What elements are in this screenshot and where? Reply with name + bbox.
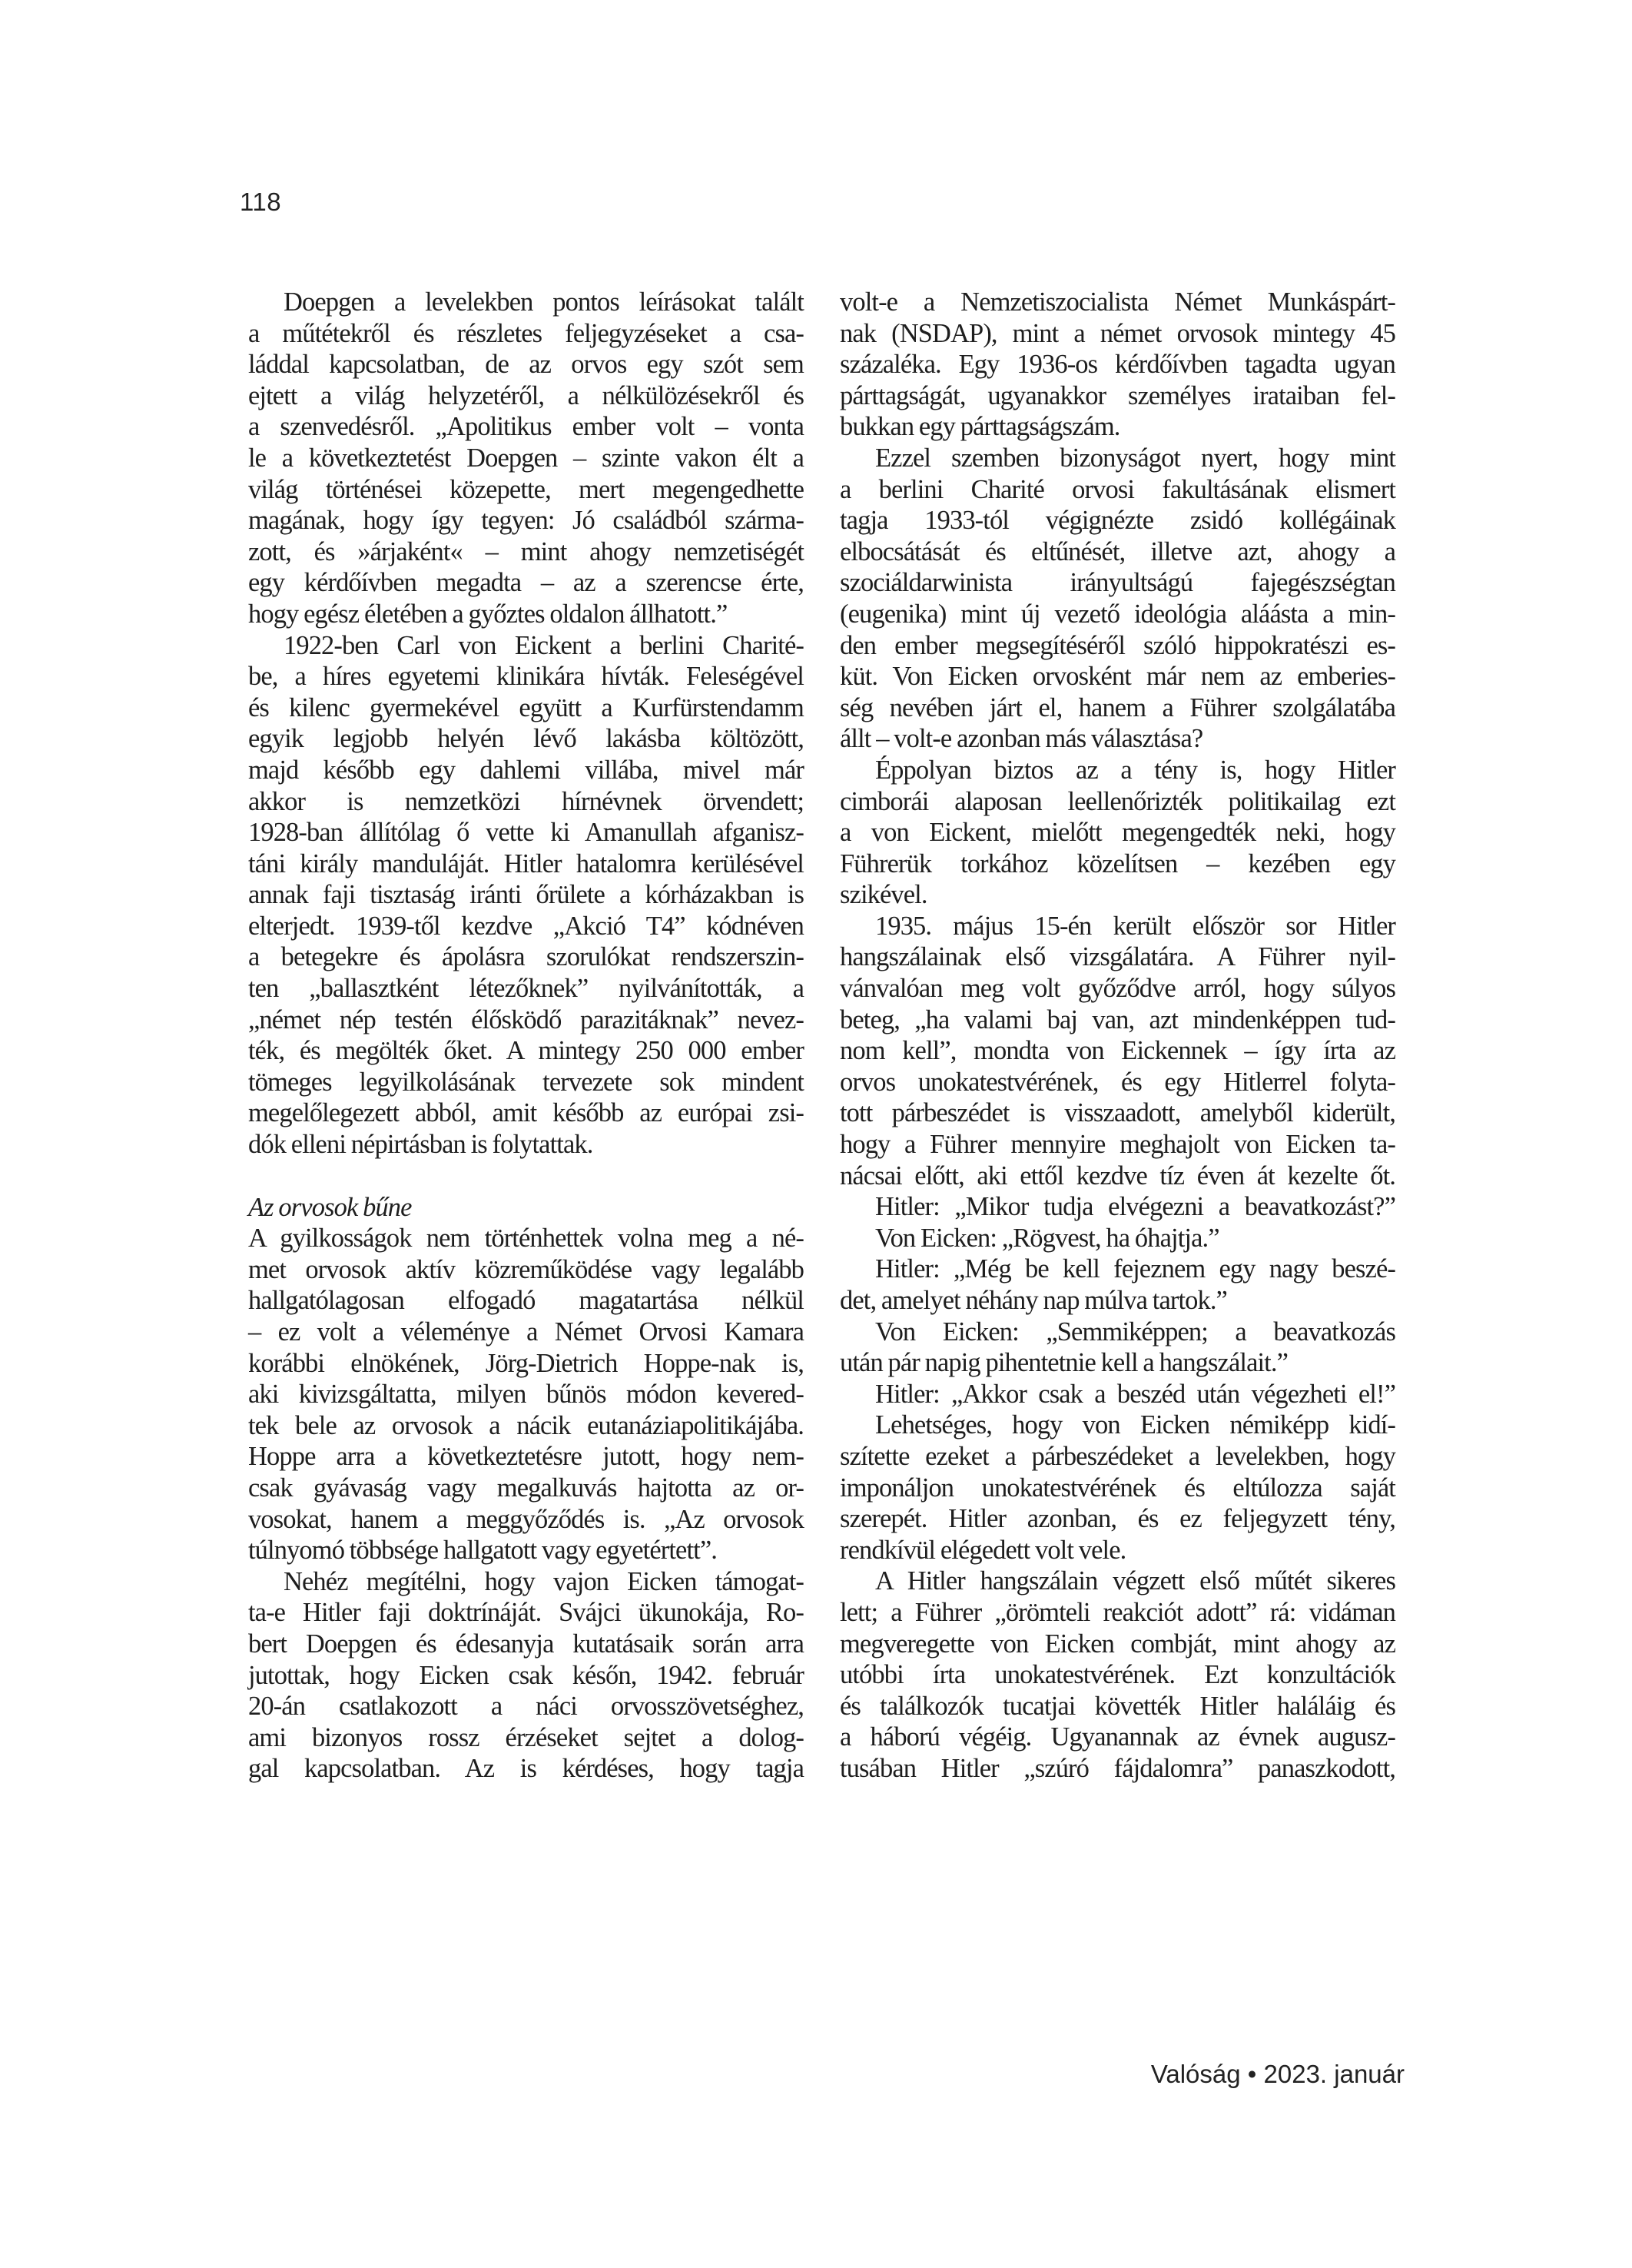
text-line: megveregette von Eicken combját, mint ahogy az: [840, 1629, 1395, 1659]
text-line: – ez volt a véleménye a Német Orvosi Kamara: [248, 1317, 804, 1347]
text-line: Führerük torkához közelítsen – kezében egy: [840, 848, 1395, 878]
text-line: dók elleni népirtásban is folytattak.: [248, 1130, 593, 1160]
text-line: majd később egy dahlemi villába, mivel már: [248, 755, 804, 785]
text-line: láddal kapcsolatban, de az orvos egy szót sem: [248, 350, 804, 380]
left-column: [248, 287, 804, 1785]
text-line: Ezzel szemben bizonyságot nyert, hogy mint: [875, 443, 1395, 473]
text-line: elterjedt. 1939-től kezdve „Akció T4” kódnéven: [248, 911, 804, 941]
text-line: megelőlegezett abból, amit később az európai zsi-: [248, 1098, 804, 1128]
text-line: elbocsátását és eltűnését, illetve azt, ahogy a: [840, 536, 1395, 566]
text-line: Lehetséges, hogy von Eicken némiképp kidí-: [875, 1410, 1395, 1440]
paragraph: [840, 1317, 1395, 1379]
text-line: ség nevében járt el, hanem a Führer szolgálatába: [840, 692, 1395, 722]
text-line: egy kérdőívben megadta – az a szerencse érte,: [248, 568, 804, 598]
text-line: világ történései közepette, mert megengedhette: [248, 474, 804, 504]
text-line: Nehéz megítélni, hogy vajon Eicken támogat-: [284, 1566, 804, 1596]
paragraph: [840, 1410, 1395, 1566]
text-line: szikével.: [840, 880, 927, 910]
text-line: annak faji tisztaság iránti őrülete a kórházakban is: [248, 880, 804, 910]
text-line: utóbbi írta unokatestvérének. Ezt konzultációk: [840, 1660, 1395, 1690]
section-gap: [248, 1161, 804, 1192]
text-line: nácsai előtt, aki ettől kezdve tíz éven át kezelte őt.: [840, 1161, 1395, 1190]
paragraph: [248, 1566, 804, 1785]
section-paragraphs: [248, 1223, 804, 1785]
text-line: küt. Von Eicken orvosként már nem az emberies-: [840, 662, 1395, 692]
text-line: zott, és »árjaként« – mint ahogy nemzetiségét: [248, 536, 804, 566]
text-line: Hitler: „Akkor csak a beszéd után végezheti el!”: [875, 1379, 1395, 1409]
text-line: volt-e a Nemzetiszocialista Német Munkáspárt-: [840, 287, 1395, 317]
text-line: tott párbeszédet is visszaadott, amelyből kiderült,: [840, 1098, 1395, 1128]
paragraph: [840, 1191, 1395, 1223]
text-line: hogy a Führer mennyire meghajolt von Eicken ta-: [840, 1130, 1395, 1160]
text-line: hogy egész életében a győztes oldalon állhatott.”: [248, 599, 728, 629]
text-line: aki kivizsgáltatta, milyen bűnös módon kevered-: [248, 1380, 804, 1410]
footer-publication: Valóság • 2023. január: [1150, 2060, 1405, 2088]
text-line: Von Eicken: „Semmiképpen; a beavatkozás: [875, 1317, 1395, 1347]
text-line: akkor is nemzetközi hírnévnek örvendett;: [248, 786, 804, 816]
text-line: túlnyomó többsége hallgatott vagy egyetértett”.: [248, 1536, 717, 1566]
paragraph: [248, 630, 804, 1161]
paragraph: [248, 1223, 804, 1566]
text-line: jutottak, hogy Eicken csak későn, 1942. február: [248, 1660, 804, 1690]
text-line: állt – volt-e azonban más választása?: [840, 724, 1203, 754]
text-line: imponáljon unokatestvérének és eltúlozza saját: [840, 1473, 1395, 1503]
text-line: Doepgen a levelekben pontos leírásokat talált: [284, 287, 804, 317]
text-line: tek bele az orvosok a nácik eutanáziapolitikájába.: [248, 1410, 804, 1440]
text-line: ten „ballasztként létezőknek” nyilvánították, a: [248, 974, 804, 1004]
paragraph: [840, 287, 1395, 443]
paragraph: [840, 443, 1395, 755]
text-line: nom kell”, mondta von Eickennek – így írta az: [840, 1036, 1395, 1066]
text-line: vánvalóan meg volt győződve arról, hogy súlyos: [840, 974, 1395, 1004]
text-line: (eugenika) mint új vezető ideológia aláásta a min-: [840, 599, 1395, 629]
text-line: A gyilkosságok nem történhettek volna meg a né-: [248, 1224, 804, 1254]
right-paragraphs: [840, 287, 1395, 1785]
text-line: szerepét. Hitler azonban, és ez feljegyzett tény,: [840, 1504, 1395, 1534]
text-line: ami bizonyos rossz érzéseket sejtet a dolog-: [248, 1722, 804, 1752]
text-line: után pár napig pihentetnie kell a hangszálait.”: [840, 1348, 1288, 1378]
text-line: táni király manduláját. Hitler hatalomra kerülésével: [248, 848, 804, 878]
text-line: és találkozók tucatjai követték Hitler haláláig és: [840, 1691, 1395, 1721]
paragraph: [840, 1223, 1395, 1254]
text-line: csak gyávaság vagy megalkuvás hajtotta az or-: [248, 1473, 804, 1503]
text-line: tusában Hitler „szúró fájdalomra” panaszkodott,: [840, 1753, 1395, 1783]
text-line: a műtétekről és részletes feljegyzéseket a csa-: [248, 318, 804, 348]
text-line: vosokat, hanem a meggyőződés is. „Az orvosok: [248, 1504, 804, 1534]
text-line: cimborái alaposan leellenőrizték politikailag ezt: [840, 786, 1395, 816]
text-line: beteg, „ha valami baj van, azt mindenképpen tud-: [840, 1004, 1395, 1034]
section-heading: Az orvosok bűne: [248, 1192, 412, 1222]
text-line: A Hitler hangszálain végzett első műtét sikeres: [875, 1566, 1395, 1596]
text-line: rendkívül elégedett volt vele.: [840, 1535, 1126, 1565]
text-line: és kilenc gyermekével együtt a Kurfürstendamm: [248, 692, 804, 722]
text-line: hangszálainak első vizsgálatára. A Führer nyil-: [840, 942, 1395, 972]
text-line: a betegekre és ápolásra szorulókat rendszerszin-: [248, 942, 804, 972]
paragraph: [840, 755, 1395, 911]
text-line: bert Doepgen és édesanyja kutatásaik során arra: [248, 1629, 804, 1659]
text-line: korábbi elnökének, Jörg-Dietrich Hoppe-nak is,: [248, 1348, 804, 1378]
text-line: a berlini Charité orvosi fakultásának elismert: [840, 474, 1395, 504]
text-line: ta-e Hitler faji doktrínáját. Svájci ükunokája, Ro-: [248, 1598, 804, 1628]
text-line: tagja 1933-tól végignézte zsidó kollégáinak: [840, 506, 1395, 536]
text-line: szítette ezeket a párbeszédeket a levelekben, hogy: [840, 1441, 1395, 1471]
text-line: „német nép testén élősködő parazitáknak” nevez-: [248, 1004, 804, 1034]
text-line: Éppolyan biztos az a tény is, hogy Hitler: [875, 755, 1395, 785]
text-line: gal kapcsolatban. Az is kérdéses, hogy tagja: [248, 1754, 804, 1784]
text-line: 20-án csatlakozott a náci orvosszövetséghez,: [248, 1692, 804, 1722]
paragraph: [840, 911, 1395, 1191]
text-line: Von Eicken: „Rögvest, ha óhajtja.”: [875, 1223, 1219, 1253]
text-line: hallgatólagosan elfogadó magatartása nélkül: [248, 1286, 804, 1316]
text-line: 1928-ban állítólag ő vette ki Amanullah afganisz-: [248, 818, 804, 848]
text-line: ejtett a világ helyzetéről, a nélkülözésekről és: [248, 380, 804, 410]
text-line: szociáldarwinista irányultságú fajegészségtan: [840, 568, 1395, 598]
paragraph: [840, 1254, 1395, 1316]
right-column: [840, 287, 1395, 1785]
text-line: százaléka. Egy 1936-os kérdőívben tagadta ugyan: [840, 350, 1395, 380]
text-line: nak (NSDAP), mint a német orvosok mintegy 45: [840, 318, 1395, 348]
paragraph: [840, 1566, 1395, 1784]
text-line: bukkan egy párttagságszám.: [840, 412, 1120, 442]
text-line: det, amelyet néhány nap múlva tartok.”: [840, 1286, 1227, 1315]
paragraph: [840, 1379, 1395, 1410]
text-line: le a következtetést Doepgen – szinte vakon élt a: [248, 443, 804, 473]
text-line: 1935. május 15-én került először sor Hitler: [875, 911, 1395, 941]
text-line: lett; a Führer „örömteli reakciót adott” rá: vidáman: [840, 1597, 1395, 1627]
text-line: ték, és megölték őket. A mintegy 250 000 ember: [248, 1036, 804, 1066]
left-paragraphs: [248, 287, 804, 1161]
paragraph: [248, 287, 804, 630]
text-line: a háború végéig. Ugyanannak az évnek augusz-: [840, 1722, 1395, 1752]
text-line: tömeges legyilkolásának tervezete sok mindent: [248, 1067, 804, 1097]
text-line: egyik legjobb helyén lévő lakásba költözött,: [248, 724, 804, 754]
text-line: orvos unokatestvérének, és egy Hitlerrel folyta-: [840, 1067, 1395, 1097]
text-line: den ember megsegítéséről szóló hippokratészi es-: [840, 630, 1395, 660]
text-line: Hitler: „Mikor tudja elvégezni a beavatkozást?”: [875, 1192, 1395, 1222]
page-number: 118: [240, 188, 282, 216]
text-line: a von Eickent, mielőtt megengedték neki, hogy: [840, 818, 1395, 848]
text-line: a szenvedésről. „Apolitikus ember volt – vonta: [248, 412, 804, 442]
text-line: be, a híres egyetemi klinikára hívták. Feleségével: [248, 662, 804, 692]
text-line: Hoppe arra a következtetésre jutott, hogy nem-: [248, 1442, 804, 1472]
text-line: 1922-ben Carl von Eickent a berlini Charité-: [284, 630, 804, 660]
text-line: párttagságát, ugyanakkor személyes irataiban fel-: [840, 380, 1395, 410]
text-line: met orvosok aktív közreműködése vagy legalább: [248, 1254, 804, 1284]
text-line: Hitler: „Még be kell fejeznem egy nagy beszé-: [875, 1254, 1395, 1284]
text-line: magának, hogy így tegyen: Jó családból szárma-: [248, 506, 804, 536]
